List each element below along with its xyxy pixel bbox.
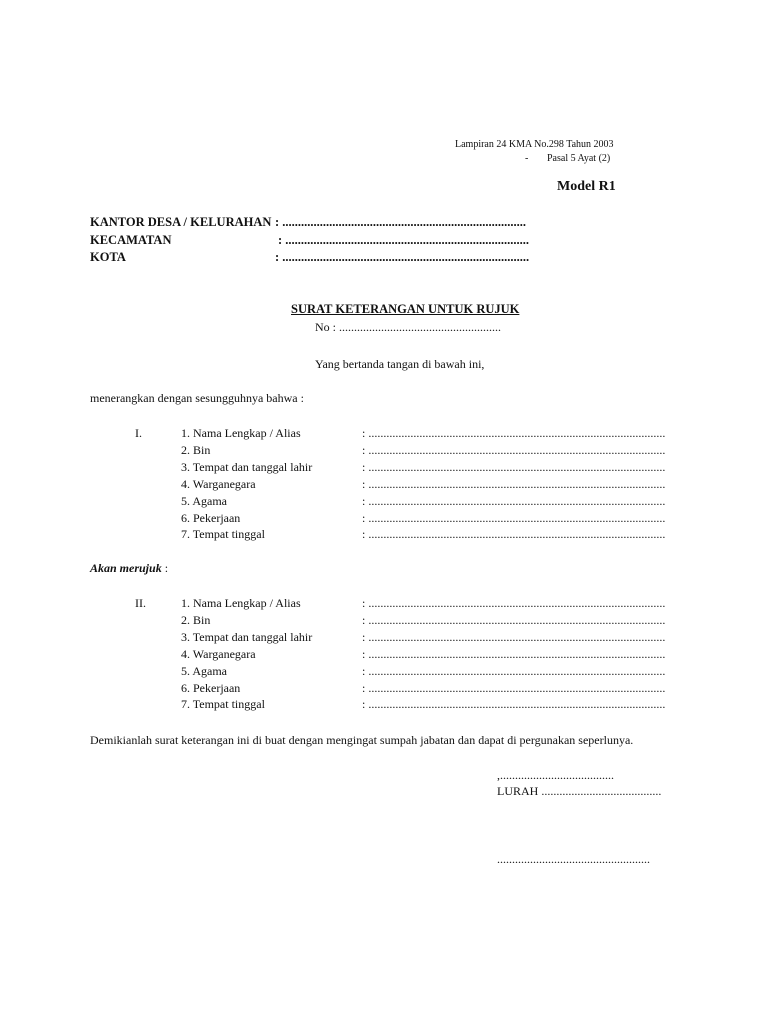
akan-merujuk-label: Akan merujuk <box>90 561 162 575</box>
field-value: : ................................................................................................... <box>362 697 666 711</box>
field-label: 5. Agama <box>181 664 227 678</box>
field-label: 1. Nama Lengkap / Alias <box>181 426 301 440</box>
field-value: : ................................................................................................... <box>362 613 666 627</box>
section-2-field <box>0 630 768 646</box>
field-label: 6. Pekerjaan <box>181 681 241 695</box>
section-2-field <box>0 596 768 612</box>
field-label: 6. Pekerjaan <box>181 511 241 525</box>
section-2-numeral: II. <box>135 596 146 610</box>
signature-place-date: ,...................................... <box>497 768 614 782</box>
field-value: : ................................................................................................... <box>362 527 666 541</box>
field-value: : ................................................................................................... <box>362 630 666 644</box>
office-value: : .............................................................................. <box>275 215 527 229</box>
section-2-field <box>0 697 768 713</box>
document-title: SURAT KETERANGAN UNTUK RUJUK <box>291 302 520 316</box>
field-label: 5. Agama <box>181 494 227 508</box>
reference-line-2: Pasal 5 Ayat (2) <box>547 153 611 164</box>
field-label: 1. Nama Lengkap / Alias <box>181 596 301 610</box>
section-1-field <box>0 527 768 543</box>
field-value: : ................................................................................................... <box>362 494 666 508</box>
model-label: Model R1 <box>557 179 616 194</box>
reference-dash: - <box>525 153 529 164</box>
field-label: 2. Bin <box>181 443 211 457</box>
closing-text: Demikianlah surat keterangan ini di buat dengan mengingat sumpah jabatan dan dapat di pergunakan seperlunya. <box>90 733 634 747</box>
section-1-field <box>0 443 768 459</box>
office-label: KANTOR DESA / KELURAHAN <box>90 215 272 229</box>
field-label: 4. Warganegara <box>181 647 256 661</box>
field-label: 4. Warganegara <box>181 477 256 491</box>
field-label: 7. Tempat tinggal <box>181 697 265 711</box>
district-value: : .............................................................................. <box>278 233 530 247</box>
field-value: : ................................................................................................... <box>362 460 666 474</box>
section-1-field <box>0 511 768 527</box>
section-2-field <box>0 664 768 680</box>
section-1-field <box>0 477 768 493</box>
field-value: : ................................................................................................... <box>362 596 666 610</box>
signature-name-line: ................................................... <box>497 852 650 866</box>
section-1-numeral: I. <box>135 426 142 440</box>
field-value: : ................................................................................................... <box>362 443 666 457</box>
city-value: : ............................................................................... <box>275 250 530 264</box>
section-1-field <box>0 426 768 442</box>
section-2-field <box>0 681 768 697</box>
opening-text: Yang bertanda tangan di bawah ini, <box>315 357 485 371</box>
akan-merujuk-heading <box>90 561 168 576</box>
field-value: : ................................................................................................... <box>362 477 666 491</box>
field-value: : ................................................................................................... <box>362 426 666 440</box>
section-1-field <box>0 494 768 510</box>
field-label: 3. Tempat dan tanggal lahir <box>181 460 313 474</box>
document-number: No : ...................................................... <box>315 320 501 334</box>
signature-title: LURAH ........................................ <box>497 784 662 798</box>
field-value: : ................................................................................................... <box>362 511 666 525</box>
field-label: 2. Bin <box>181 613 211 627</box>
field-value: : ................................................................................................... <box>362 664 666 678</box>
field-label: 3. Tempat dan tanggal lahir <box>181 630 313 644</box>
section-2-field <box>0 613 768 629</box>
field-label: 7. Tempat tinggal <box>181 527 265 541</box>
statement-text: menerangkan dengan sesungguhnya bahwa : <box>90 391 304 405</box>
akan-merujuk-colon: : <box>161 561 169 575</box>
reference-line-1: Lampiran 24 KMA No.298 Tahun 2003 <box>455 139 614 150</box>
section-1-field <box>0 460 768 476</box>
field-value: : ................................................................................................... <box>362 647 666 661</box>
district-label: KECAMATAN <box>90 233 172 247</box>
field-value: : ................................................................................................... <box>362 681 666 695</box>
city-label: KOTA <box>90 250 126 264</box>
section-2-field <box>0 647 768 663</box>
